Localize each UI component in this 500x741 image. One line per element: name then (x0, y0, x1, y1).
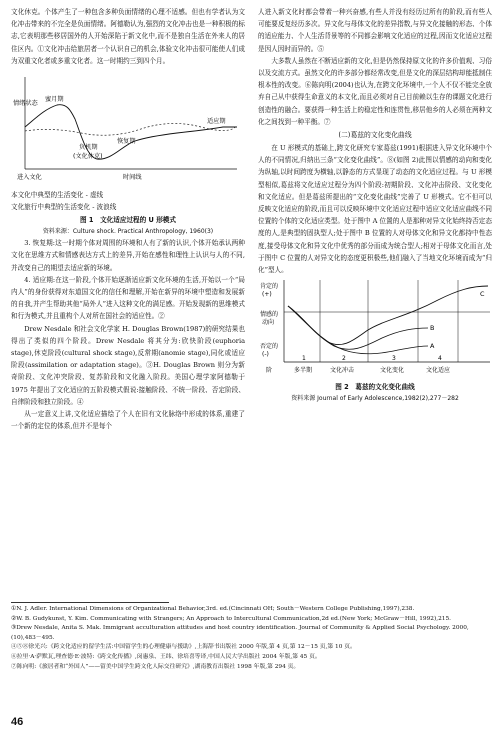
footnote-1: ①N. J. Adler. International Dimensions of Organizational Behavior,3rd. ed.(Cincinnati OH; South－Western College Publishing,1997),238. (11, 606, 415, 612)
paragraph-continue: 人进入新文化时都会带着一种兴奋感,有些人并没有经历过所有的阶段,而有些人可能要反复经历多次。异文化与母体文化的差异指数,与异文化接触的形态、个体的适应能力、个人生活背景等的不同都会影响文化适应的过程,因而文化适应过程是因人因时而异的。⑤ (258, 8, 492, 53)
fig2-source: 资料来源 Journal of Early Adolescence,1982(2),277－282 (291, 395, 459, 403)
label-x-end: 时间线 (123, 174, 142, 182)
right-column (258, 6, 492, 404)
x-label-2: 文化冲击 (330, 367, 355, 375)
paragraph-culture-shock: 文化休克。个体产生了一种包含多种负面情绪的心理不适感。但也有学者认为文化冲击带来的不完全是负面情绪。阿德勒认为,强烈的文化冲击也是一种积极的标志,它表明那些移居国外的人开始深陷于新文化中,而不是独自生活在外来人的居住区内。①文化冲击给旅居者一个认识自己的机会,体验文化冲击很可能使人们成为双重文化者或多重文化者。这一时期约三到四个月。 (11, 8, 245, 65)
footnote-4: ④⑤⑧徐光兴:《跨文化适应的留学生活:中国留学生的心理健康与援助》,上海辞书出版社 2000 年版,第 4 页,第 12－15 页,第 10 页。 (11, 644, 356, 651)
culture-change-curve-diagram (258, 276, 492, 376)
label-recovery: 恢复期 (117, 138, 136, 146)
footnotes (11, 605, 492, 672)
figure-1 (11, 67, 245, 237)
label-positive-sign: (+) (262, 291, 272, 299)
label-x-start: 进入文化 (17, 174, 42, 182)
paragraph-nesdale: Drew Nesdale 和社会文化学家 H. Douglas Brown(1987)的研究结果也得出了类似的四个阶段。Drew Nesdale 将其分为:欣快阶段(euphoria stage),休克阶段(cultural shock stage),反常期(anomie stage),同化或适应阶段(assimilation or adaptation stage)。③H. Douglas Brown 则分为新奇阶段、文化冲突阶段、复苏阶段和文化融入阶段。美国心理学家阿德勒于 1975 年提出了文化适应的五阶段模式假说:接触阶段、不统一阶段、否定阶段、自律阶段和独立阶段。④ (11, 324, 245, 406)
label-direction: 动向 (262, 319, 275, 327)
label-curve-c: C (480, 290, 485, 299)
label-curve-a: A (430, 342, 435, 351)
paragraph-conclusion: 从一定意义上讲,文化适应描绘了个人在旧有文化脉络中形成的体系,重建了一个新的定位的体系,但并不是每个 (11, 410, 245, 431)
label-honeymoon: 蜜月期 (45, 96, 64, 104)
curve-b-line (288, 306, 428, 349)
paragraph-recovery: 3. 恢复期:这一时期个体对周围的环境和人有了新的认识,个体开始承认两种文化在思维方式和情感表达方式上的差异,开始在感性和理性上认识与人的不同,并改变自己的期望去适应新的环境。 (11, 239, 245, 272)
paragraph-gertz: 在 U 形模式的基础上,跨文化研究专家葛兹(1991)根据进入异文化环境中个人的不同情况,归纳出三条“文化变化曲线”。⑧(如图 2)此图以情感的动向和变化为纵轴,以时间跨度为横轴,以静态的方式显现了动态的文化适应过程。与 U 形模型相似,葛兹将文化适应过程分为四个阶段:初期阶段、文化冲击阶段、文化变化和文化适应。但是葛兹所提出的“文化变化曲线”完善了 U 形模式。它不但可以反映文化适应的阶段,而且可以反映环境中文化适应过程中适应文化适应曲线不同位置的个体的文化适应类型。处于图中 A 位置的人是那种对异文化始终持否定态度的人,是典型的固执型人;处于图中 B 位置的人对母体文化和异文化都持中性态度,接受母体文化和异文化中优秀的部分而成为统合型人;相对于母体文化而言,处于图中 C 位置的人对异文化的态度更积极些,他们融入了当地文化环境而成为“归化”型人。 (258, 144, 492, 275)
fig1-source: 资料来源：Culture shock. Practical Anthropology, 1960(3) (42, 228, 214, 236)
fig2-caption: 图 2 葛兹的文化变化曲线 (335, 383, 415, 392)
footnote-6: ⑦陈向明:《旅居者和“外国人”——留美中国学生跨文化人际交往研究》,湖南教育出版社 1998 年版,第 294 页。 (11, 663, 300, 670)
paragraph-adaptation: 4. 适应期:在这一阶段,个体开始逐渐适应新文化环境的生活,开始以一个“局内人”的身份获得对东道国文化的信任和理解,开始在新异的环境中塑造和发展新的自我,并产生帮助其他“局外人”进入这种文化的满足感。开始发现新的思维模式和行为模式,并且重构个人对所在国社会的适应性。② (11, 275, 245, 321)
y-axis-label: 情绪状态 (13, 100, 38, 108)
stage-num-4: 4 (438, 355, 442, 363)
wavy-u-curve (25, 105, 237, 159)
x-label-0: 阶 (266, 367, 273, 375)
label-emotion: 情感的 (260, 311, 279, 319)
label-curve-b: B (430, 324, 435, 333)
stage-num-3: 3 (392, 355, 396, 363)
x-label-3: 文化变化 (380, 367, 405, 375)
label-negative-side: 否定的 (260, 343, 279, 351)
footnote-5: ⑥拉里·A·萨默瓦,理查德·E·波特:《跨文化传播》,闵惠泉、王纬、徐培喜等译,中国人民大学出版社 2004 年版,第 45 页。 (11, 653, 321, 660)
fig1-caption: 图 1 文化适应过程的 U 形模式 (80, 216, 176, 225)
footnote-divider (11, 602, 169, 603)
label-negative: 负机期 (79, 144, 98, 152)
left-column (11, 6, 245, 432)
stage-num-2: 2 (342, 355, 346, 363)
x-label-4: 文化适应 (426, 367, 451, 375)
figure-2 (258, 276, 492, 404)
footnote-3: ③Drew Nesdale, Anita S. Mak. Immigrant acculturation attitudes and host country identification. Journal of Community & Applied Social Psychology. 2000,(10),483－495. (11, 625, 469, 641)
section-heading: (二)葛兹的文化变化曲线 (338, 131, 412, 140)
label-adaptation: 适应期 (207, 118, 226, 126)
paragraph-values: 大多数人虽然在不断适应新的文化,但是仍然保持原文化的许多价值观、习俗以及交流方式。虽然文化的许多部分都经常改变,但是文化的深层结构却能抵制住根本性的改变。⑥陈向明(2004)也认为,在跨文化环境中,一个人不仅不能完全放弃自己从中获得生命意义的本文化,而且必须对自己目前赖以生存的课题文化进行创造性的融合。要获得一种生活上的稳定性和连贯性,移居他乡的人必须在两种文化之间找到一种平衡。⑦ (258, 56, 492, 126)
page-number: 46 (11, 716, 24, 728)
x-label-1: 多半期 (294, 367, 313, 375)
u-curve-diagram (11, 67, 245, 185)
fig1-line-1: 本文化中典型的生活变化 - 虚线 (11, 191, 104, 200)
label-culture-shock: (文化休克) (73, 153, 103, 161)
label-positive: 肯定的 (260, 283, 279, 291)
label-negative-sign: (-) (262, 351, 269, 359)
fig1-line-2: 文化旅行中典型的生活变化 - 波浪线 (11, 203, 117, 212)
footnote-2: ②W. B. Gudykunst, Y. Kim. Communicating with Strangers; An Approach to Intercultural Communication,2d ed.(New York; McGraw－Hill, 1992),215. (11, 615, 451, 622)
stage-num-1: 1 (302, 355, 306, 363)
